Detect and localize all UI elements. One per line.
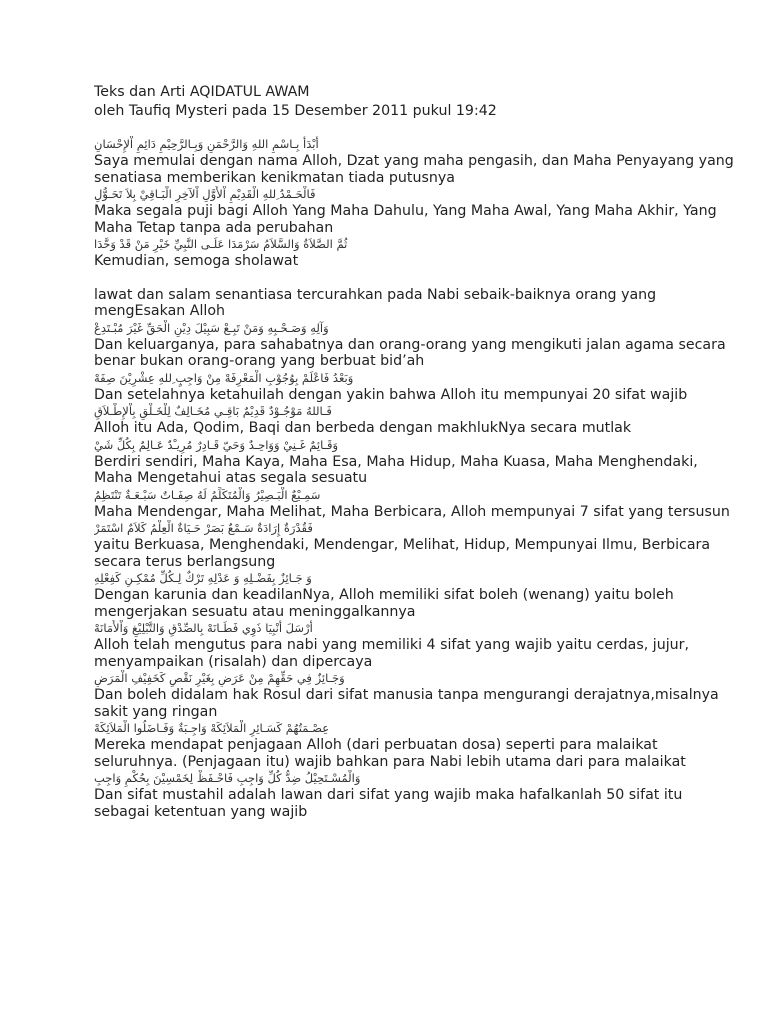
verse-list: [94, 136, 734, 820]
translation-text: Berdiri sendiri, Maha Kaya, Maha Esa, Maha Hidup, Maha Kuasa, Maha Menghendaki, Maha Mengetahui atas segala sesuatu: [94, 453, 698, 486]
translation-text: Dan setelahnya ketahuilah dengan yakin bahwa Alloh itu mempunyai 20 sifat wajib: [94, 386, 688, 403]
arabic-verse: عِصْـمَتُهُمْ كَسَـائِرِ الْمَلاَئِكَهْ وَاجِـبَةٌ وَفَـاضَلُوا الْمَلاَئِكَهْ: [94, 721, 330, 735]
arabic-verse: وَجَـائِزٌ فِي حَقِّهِمْ مِنْ عَرَضِ بِغَيْرِ نَقْصٍ كَخَفِيْفِ الْمَرَضِ: [94, 671, 345, 685]
translation-text: Maha Mendengar, Maha Melihat, Maha Berbicara, Alloh mempunyai 7 sifat yang tersusun: [94, 503, 730, 520]
arabic-verse: فَالْحَـمْدُ ِللهِ الْقَدِيْمِ اْلأَوَّلِ اْلآخِرِ الْبَـاقِيْ بِلاَ تَحَـوُّلِ: [94, 187, 316, 201]
arabic-verse: ثُمَّ الصَّلاَةُ وَالسَّلاَمُ سَرْمَدَا عَلَـى النَّبِيِّ خَيْرِ مَنْ قَدْ وَحَّدَا: [94, 237, 348, 251]
arabic-verse: وَبَعْدُ فَاعْلَمْ بِوُجُوْبِ الْمَعْرِفَهْ مِنْ وَاجِبٍ ِللهِ عِشْرِيْنَ صِفَهْ: [94, 370, 354, 385]
translation-text: Maka segala puji bagi Alloh Yang Maha Dahulu, Yang Maha Awal, Yang Maha Akhir, Yang Maha Tetap tanpa ada perubahan: [94, 203, 717, 236]
document-title: Teks dan Arti AQIDATUL AWAM: [94, 84, 310, 100]
translation-text: Dan boleh didalam hak Rosul dari sifat manusia tanpa mengurangi derajatnya,misalnya sakit yang ringan: [94, 687, 719, 720]
translation-text: Mereka mendapat penjagaan Alloh (dari perbuatan dosa) seperti para malaikat seluruhnya. (Penjagaan itu) wajib bahkan para Nabi lebih utama dari para malaikat: [94, 737, 686, 770]
translation-text: Dan keluarganya, para sahabatnya dan orang-orang yang mengikuti jalan agama secara benar bukan orang-orang yang berbuat bid’ah: [94, 336, 726, 369]
arabic-verse: فَـاللهُ مَوْجُـوْدٌ قَدِيْمٌ بَاقِـي مُخَـالِفٌ لِلْخَـلْقِ بِاْلإِطْـلاَقِ: [94, 404, 332, 418]
document-body: [94, 83, 734, 820]
arabic-verse: أَرْسَلَ أَنْبِيَا ذَوِي فَطَـانَهْ بِالصِّدْقِ وَالتَّبْلِيْغِ وَاْلأَمَانَهْ: [94, 621, 313, 635]
translation-text: Dengan karunia dan keadilanNya, Alloh memiliki sifat boleh (wenang) yaitu boleh mengerjakan sesuatu atau meninggalkannya: [94, 587, 674, 620]
translation-text: Saya memulai dengan nama Alloh, Dzat yang maha pengasih, dan Maha Penyayang yang senatiasa memberikan kenikmatan tiada putusnya: [94, 153, 734, 186]
translation-text: Alloh telah mengutus para nabi yang memiliki 4 sifat yang wajib yaitu cerdas, jujur, menyampaikan (risalah) dan dipercaya: [94, 637, 689, 670]
arabic-verse: وَقَـائِمٌ غَـنِيْ وَوَاحِـدٌ وَحَيّ قَـادِرٌ مُرِيـْدٌ عَـالِمٌ بِكُلِّ شَيْ: [94, 437, 339, 452]
header-spacer: [94, 121, 734, 136]
translation-text: lawat dan salam senantiasa tercurahkan pada Nabi sebaik-baiknya orang yang mengEsakan Alloh: [94, 286, 657, 319]
arabic-verse: وَ جَـائِزٌ بِفَضْـلِهِ وَ عَدْلِهِ تَرْكٌ لِـكُلِّ مُمْكِـنٍ كَفِعْلِهِ: [94, 571, 312, 585]
arabic-verse: فَقُدْرَةٌ إِرَادَةٌ سَـمْعٌ بَصَرْ حَـيَاةٌ الْعِلْمُ كَلاَمٌ اسْتَمَرْ: [94, 521, 313, 535]
translation-text: Dan sifat mustahil adalah lawan dari sifat yang wajib maka hafalkanlah 50 sifat itu sebagai ketentuan yang wajib: [94, 787, 683, 820]
arabic-verse: سَمِـيْعٌ الْبَـصِيْرُ وَالْمُتَكَلِّمُ لَهُ صِفَـاتٌ سَبْـعَـةٌ تَنْتَظِمُ: [94, 487, 321, 502]
translation-text: yaitu Berkuasa, Menghendaki, Mendengar, Melihat, Hidup, Mempunyai Ilmu, Berbicara secara terus berlangsung: [94, 537, 711, 570]
blank-line: [94, 270, 734, 287]
arabic-verse: وَالْمُسْـتَحِيْلُ ضِدُّ كُلِّ وَاجِبِ فَاحْـفَظْ لِخَمْسِيْنَ بِحُكْمٍ وَاجِبِ: [94, 771, 361, 785]
arabic-verse: وَآلِهِ وَصَـحْـبِهِ وَمَنْ تَبِـعْ سَبِيْلَ دِيْنِ الْحَقِّ غَيْرَ مُبْـتَدِعْ: [94, 320, 329, 335]
translation-text: Kemudian, semoga sholawat: [94, 253, 299, 269]
translation-text: Alloh itu Ada, Qodim, Baqi dan berbeda dengan makhlukNya secara mutlak: [94, 420, 632, 436]
arabic-verse: أَبْدَأُ بِـاسْمِ اللهِ وَالرَّحْمَنِ وَبِـالرَّحِيْمِ دَائِمِ اْلإِحْسَانِ: [94, 137, 319, 151]
document-byline: oleh Taufiq Mysteri pada 15 Desember 2011 pukul 19:42: [94, 103, 497, 119]
